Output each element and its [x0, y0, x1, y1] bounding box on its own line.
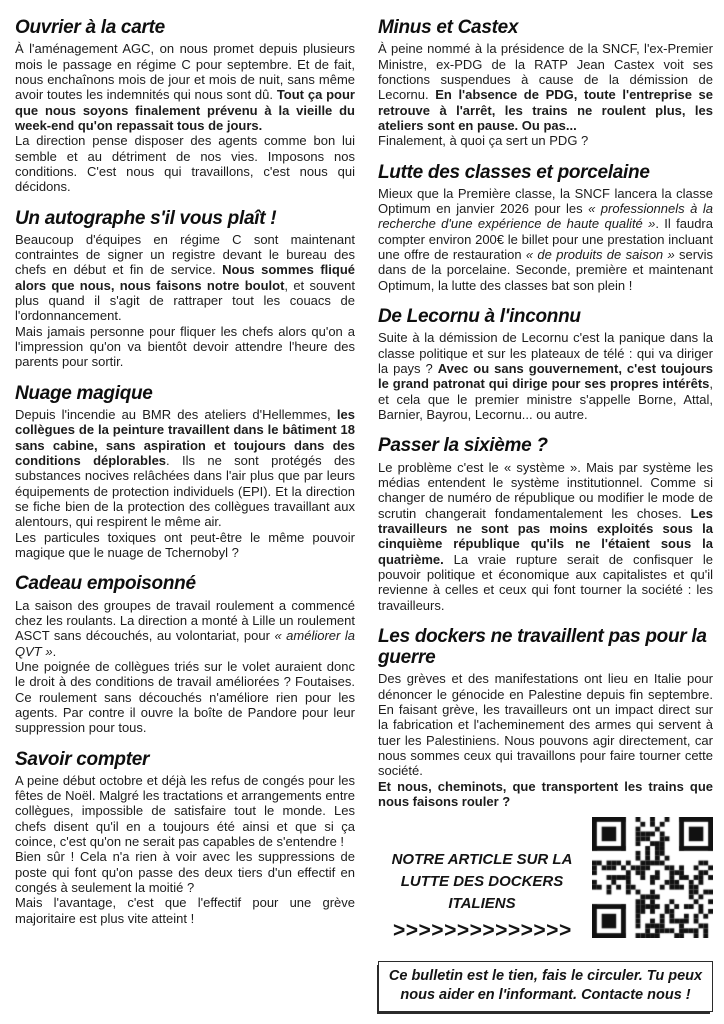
- text-run: , et cela que le premier ministre s'appelle Borne, Attal, Barnier, Bayrou, Lecornu... ou autre.: [378, 376, 713, 423]
- text-run: Bien sûr ! Cela n'a rien à voir avec les suppressions de poste qui font qu'on passe des deux tiers d'un effectif en congés à seulement la moitié ?: [15, 849, 355, 896]
- text-run: « professionnels à la recherche d'une expérience de haute qualité »: [378, 201, 713, 232]
- article-paragraph: [378, 330, 713, 422]
- article-paragraph: [15, 598, 355, 659]
- footer-callout: [378, 961, 713, 1012]
- article-title: Savoir compter: [15, 748, 150, 770]
- text-run: Finalement, à quoi ça sert un PDG ?: [378, 133, 589, 149]
- text-run: La direction pense disposer des agents comme bon lui semble et au détriment de nos vies. Imposons nos conditions. C'est nous qui travaillons, c'est nous qui décidons.: [15, 133, 355, 195]
- column-right: [378, 17, 713, 1024]
- article-paragraph: [15, 895, 355, 926]
- article: [378, 306, 713, 422]
- article-paragraph: [378, 779, 713, 810]
- qr-code-icon: [592, 817, 713, 938]
- article-paragraph: [15, 232, 355, 324]
- text-run: La saison des groupes de travail roulement a commencé chez les roulants. La direction a monté à Lille un roulement ASCT sans découchés, au volontariat, pour: [15, 597, 355, 644]
- article-title: Lutte des classes et porcelaine: [378, 161, 650, 183]
- article-paragraph: [15, 849, 355, 895]
- article: [15, 573, 355, 735]
- text-run: . Il faudra compter environ 200€ le billet pour une prestation incluant une offre de restauration: [378, 216, 713, 263]
- text-run: À peine nommé à la présidence de la SNCF, l'ex-Premier Ministre, ex-PDG de la RATP Jean Castex voit ses fonctions suspendues à cause de la démission de Lecornu.: [378, 41, 713, 103]
- text-run: Les travailleurs ne sont pas moins exploités sous la cinquième république qu'ils ne l'étaient sous la quatrième.: [378, 505, 713, 567]
- footer-text: Ce bulletin est le tien, fais le circuler. Tu peux nous aider en l'informant. Contacte nous !: [388, 968, 703, 1003]
- qr-caption-line-2: LUTTE DES DOCKERS ITALIENS: [400, 873, 564, 912]
- article-paragraph: [15, 530, 355, 561]
- article-paragraph: [378, 41, 713, 133]
- text-run: servis dans de la porcelaine. Seconde, première et maintenant Optimum, la lutte des classes bat son plein !: [378, 247, 713, 293]
- text-run: , et souvent plus quand il s'agit de rattraper tout les couacs de l'ordonnancement.: [15, 277, 355, 324]
- article-title: Ouvrier à la carte: [15, 17, 165, 38]
- article-paragraph: [378, 186, 713, 293]
- article-paragraph: [15, 133, 355, 194]
- text-run: En l'absence de PDG, toute l'entreprise se retrouve à l'arrêt, les trains ne roulent plus, les ateliers sont en pause. Ou pas...: [378, 87, 714, 133]
- text-run: « améliorer la QVT »: [15, 628, 355, 659]
- text-run: Mieux que la Première classe, la SNCF lancera la classe Optimum en janvier 2026 pour les: [378, 185, 713, 217]
- text-run: La vraie rupture serait de confisquer le pouvoir politique et économique aux capitalistes et qu'il revienne à celles et ceux qui font tourner la société : les travailleurs.: [378, 551, 713, 613]
- text-run: Beaucoup d'équipes en régime C sont maintenant contraintes de signer un registre devant le bureau des chefs en début et fin de service.: [15, 231, 355, 278]
- text-run: « de produits de saison »: [525, 247, 675, 263]
- article-title: Cadeau empoisonné: [15, 573, 196, 595]
- text-run: . Ils ne sont protégés des substances nocives relâchées dans l'air plus que par leurs équipements de protection individuels (EPI). Et la direction se fiche bien de la protection des collègues travaillant aux alentours, qui respirent le même air.: [15, 453, 355, 530]
- article-paragraph: [378, 671, 713, 778]
- qr-caption: [378, 817, 586, 946]
- text-run: Le problème c'est le « système ». Mais par système les médias entendent le système institutionnel. Comme si changer de numéro de république ou modifier le mode de scrutin changerait fondamentalement les choses.: [378, 459, 713, 521]
- article: [15, 749, 355, 927]
- text-run: À l'aménagement AGC, on nous promet depuis plusieurs mois le passage en régime C pour septembre. Et de fait, nous enchaînons mois de jour et mois de nuit, sans même avoir toutes les indemnités qui nous sont dû.: [15, 41, 355, 103]
- column-left: [15, 17, 355, 1024]
- qr-caption-line-1: NOTRE ARTICLE SUR LA: [391, 851, 573, 869]
- article: [378, 435, 713, 613]
- text-run: Des grèves et des manifestations ont lieu en Italie pour dénoncer le génocide en Palestine depuis fin septembre. En faisant grève, les travailleurs ont un impact direct sur la fabrication et l'acheminement des armes qui servent à tuer les Palestiniens. Nous pouvons agir directement, car nous sommes ceux qui travaillons pour faire tourner cette société.: [378, 671, 713, 779]
- qr-block: [378, 817, 713, 946]
- article-title: Un autographe s'il vous plaît !: [15, 207, 277, 229]
- text-run: Nous sommes fliqué alors que nous, nous faisons notre boulot: [15, 262, 356, 293]
- text-run: Et nous, cheminots, que transportent les trains que nous faisons rouler ?: [378, 778, 713, 810]
- article-paragraph: [15, 41, 355, 133]
- article-paragraph: [15, 773, 355, 850]
- text-run: Une poignée de collègues triés sur le volet auraient donc le droit à des conditions de travail améliorées ? Foutaises. Ce roulement sans découchés n'améliore rien pour les agents. Par contre il ouvre la boîte de Pandore pour leur suppression pour tous.: [15, 658, 355, 736]
- article: [15, 383, 355, 561]
- article-paragraph: [378, 133, 713, 148]
- article-paragraph: [378, 460, 713, 613]
- article-paragraph: [15, 407, 355, 530]
- article-title: De Lecornu à l'inconnu: [378, 306, 581, 328]
- article-title: Les dockers ne travaillent pas pour la guerre: [378, 625, 707, 669]
- text-run: Mais l'avantage, c'est que l'effectif pour une grève majoritaire est plus vite atteint !: [15, 895, 355, 926]
- text-run: Les particules toxiques ont peut-être le même pouvoir magique que le nuage de Tchernobyl ?: [15, 529, 355, 560]
- chevron-arrows-icon: >>>>>>>>>>>>>>: [392, 918, 572, 942]
- right-articles: [378, 17, 713, 809]
- article: [378, 17, 713, 149]
- article-paragraph: [15, 324, 355, 370]
- text-run: les collègues de la peinture travaillent dans le bâtiment 18 sans cabine, sans aspiration et toujours dans des conditions déplorables: [15, 407, 355, 469]
- text-run: Tout ça pour que nous soyons finalement prévenu à la vieille du week-end qu'on repassait tous de jours.: [15, 87, 355, 133]
- article-paragraph: [15, 659, 355, 736]
- article: [15, 17, 355, 195]
- article-title: Nuage magique: [15, 382, 153, 404]
- text-run: Suite à la démission de Lecornu c'est la panique dans la classe politique et sur les plateaux de télé : qui va diriger la pays ?: [378, 330, 713, 377]
- text-run: Avec ou sans gouvernement, c'est toujours le grand patronat qui dirige pour ses propres intérêts: [378, 361, 713, 392]
- text-run: .: [52, 643, 57, 659]
- text-run: A peine début octobre et déjà les refus de congés pour les fêtes de Noël. Malgré les tractations et arrangements entre collègues, impossible de satisfaire tout le monde. Les chefs disent qu'il en a toujours été ainsi et que si ça coince, c'est qu'on ne serait pas capables de s'entendre !: [15, 772, 355, 850]
- article: [378, 626, 713, 809]
- article: [378, 162, 713, 294]
- article: [15, 208, 355, 370]
- article-title: Passer la sixième ?: [378, 435, 548, 457]
- article-title: Minus et Castex: [378, 17, 519, 38]
- text-run: Depuis l'incendie au BMR des ateliers d'Hellemmes,: [15, 407, 337, 423]
- text-run: Mais jamais personne pour fliquer les chefs alors qu'on a l'impression qu'on va bientôt devoir attendre l'heure des parents pour sortir.: [15, 323, 355, 370]
